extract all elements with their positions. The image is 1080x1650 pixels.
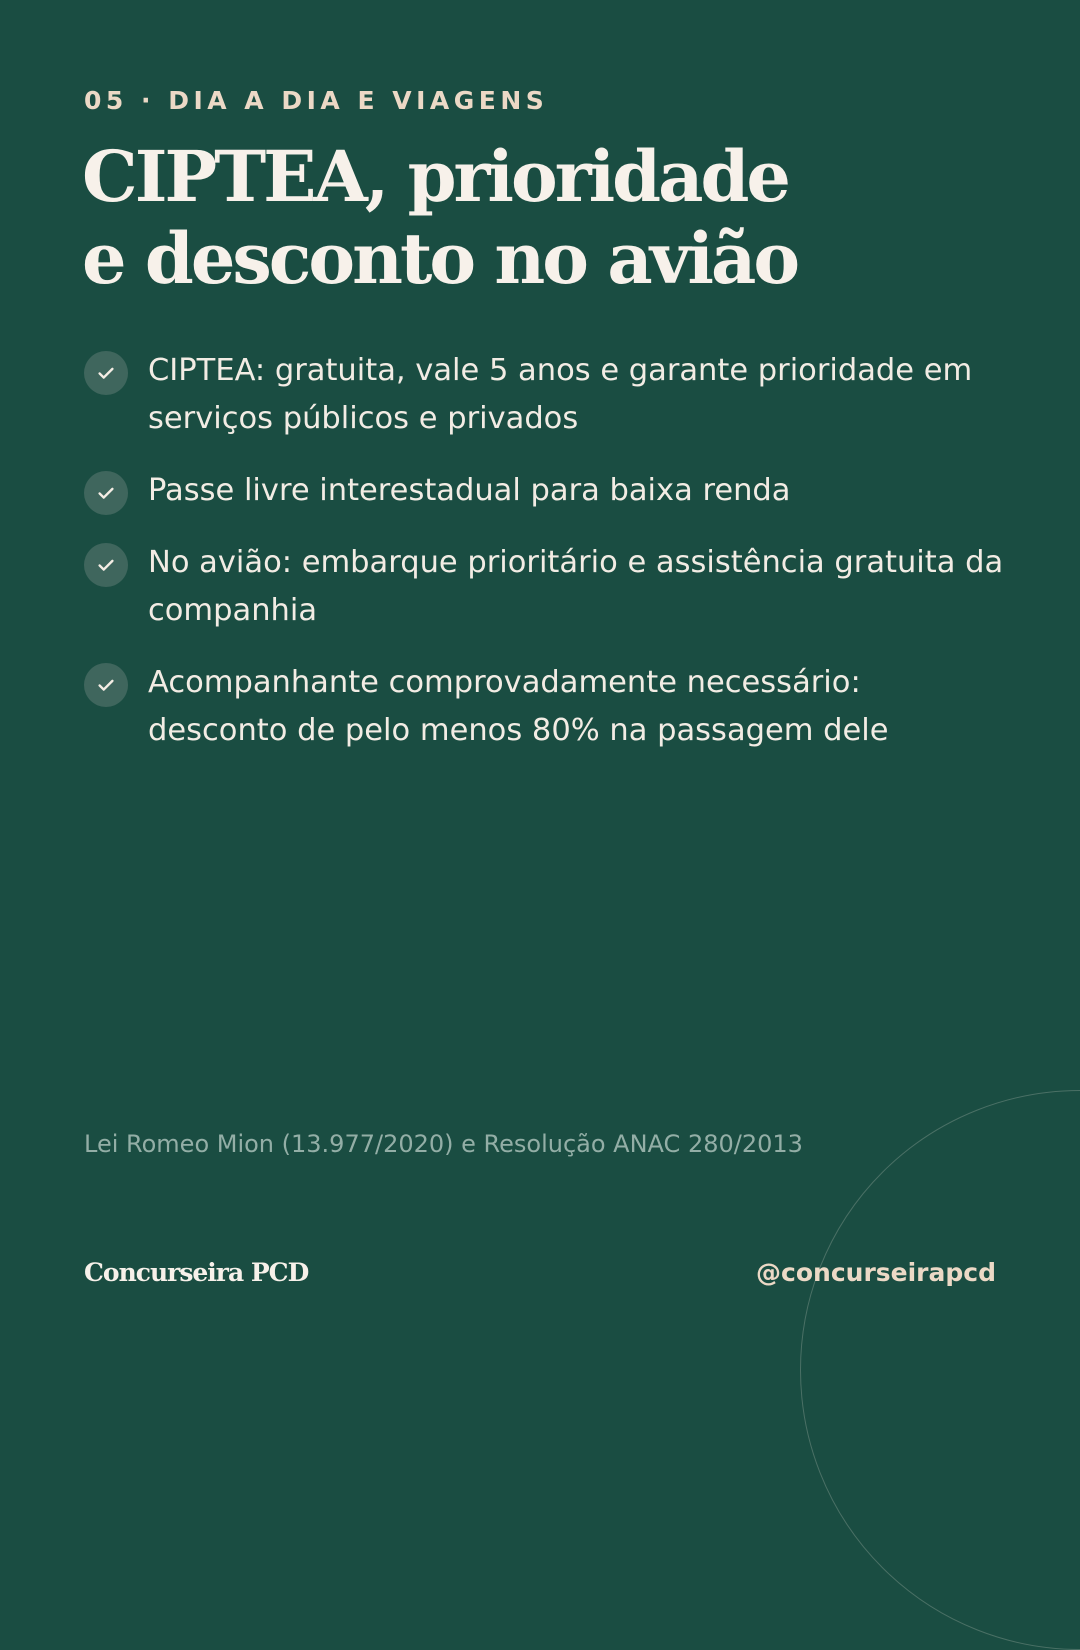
benefits-list xyxy=(84,347,1004,779)
list-item-text: CIPTEA: gratuita, vale 5 anos e garante prioridade em serviços públicos e privados xyxy=(148,353,973,436)
check-icon xyxy=(84,471,128,515)
list-item xyxy=(84,347,1004,443)
list-item-text: Acompanhante comprovadamente necessário: desconto de pelo menos 80% na passagem dele xyxy=(148,665,889,748)
brand-name: Concurseira PCD xyxy=(84,1258,309,1287)
list-item-text: Passe livre interestadual para baixa renda xyxy=(148,473,791,508)
title-line-2: e desconto no avião xyxy=(82,217,798,300)
page-title xyxy=(82,136,982,300)
decorative-circle xyxy=(800,1090,1080,1650)
list-item xyxy=(84,467,1004,515)
check-icon xyxy=(84,351,128,395)
list-item xyxy=(84,539,1004,635)
section-label: 05 · DIA A DIA E VIAGENS xyxy=(84,86,549,115)
social-handle: @concurseirapcd xyxy=(756,1258,996,1287)
check-icon xyxy=(84,543,128,587)
check-icon xyxy=(84,663,128,707)
list-item-text: No avião: embarque prioritário e assistência gratuita da companhia xyxy=(148,545,1004,628)
list-item xyxy=(84,659,1004,755)
source-citation: Lei Romeo Mion (13.977/2020) e Resolução ANAC 280/2013 xyxy=(84,1130,803,1158)
title-line-1: CIPTEA, prioridade xyxy=(82,135,788,218)
